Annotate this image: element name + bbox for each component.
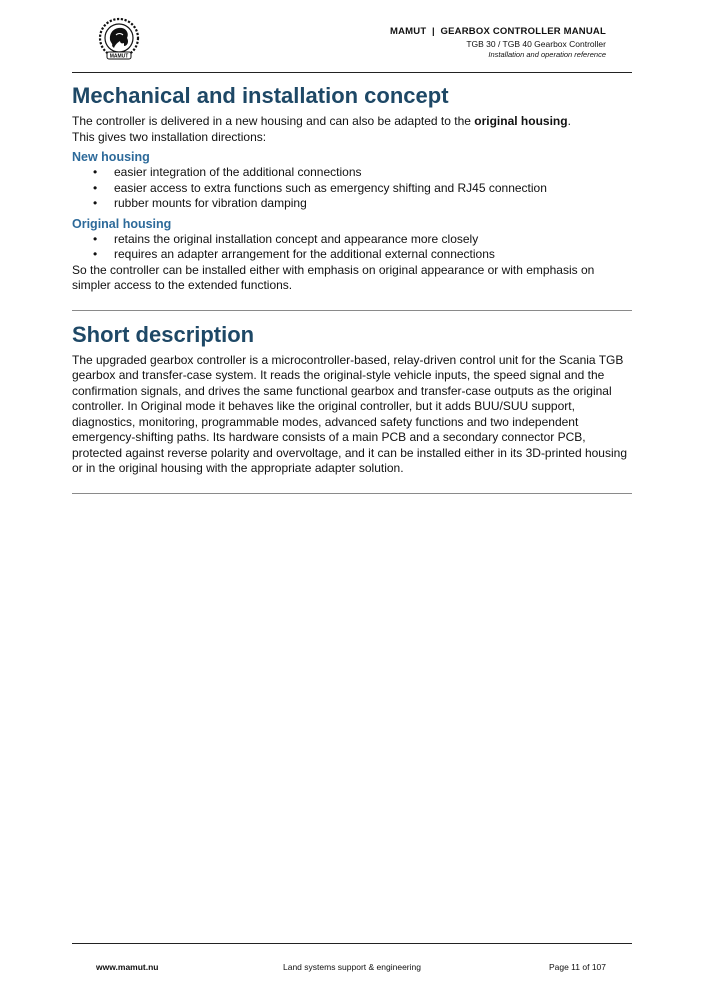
website-link[interactable]: www.mamut.nu [96,962,159,972]
new-housing-heading: New housing [72,150,150,164]
intro-paragraph [72,114,632,130]
manual-title: MAMUT | GEARBOX CONTROLLER MANUAL [389,26,606,37]
page-footer [72,943,632,974]
list-item: • easier access to extra functions such as emergency shifting and RJ45 connection [114,181,632,197]
intro-text-end: . [567,114,571,128]
manual-subtitle: TGB 30 / TGB 40 Gearbox Controller [466,39,606,49]
short-description-paragraph: The upgraded gearbox controller is a microcontroller-based, relay-driven control unit for the Scania TGB gearbox and transfer-case system. It reads the original-style vehicle inputs, the speed signal and the confirmation signals, and drives the same functional gearbox and transfer-case outputs as the original controller. In Original mode it behaves like the original controller, but it adds BUU/SUU support, diagnostics, monitoring, programmable modes, advanced safety functions and two independent emergency-shifting paths. Its hardware consists of a main PCB and a secondary connector PCB, protected against reverse polarity and overvoltage, and it can be installed either in its 3D-printed housing or in the original housing with the appropriate adapter solution. [72,352,627,475]
page-content [72,82,632,494]
intro-line-2: This gives two installation directions: [72,129,267,144]
list-item: • requires an adapter arrangement for the additional external connections [114,247,632,263]
original-housing-list [72,232,632,263]
list-item: • retains the original installation concept and appearance more closely [114,232,632,248]
intro-text: The controller is delivered in a new housing and can also be adapted to the [72,114,475,128]
footer-center-text: Land systems support & engineering [283,962,421,972]
new-housing-list [72,165,632,212]
closing-paragraph: So the controller can be installed either with emphasis on original appearance or with emphasis on simpler access to the extended functions. [72,262,595,292]
section-title-short-description: Short description [72,321,255,347]
logo-text: MAMUT [109,53,129,60]
section-divider [72,310,632,311]
page-number: Page 11 of 107 [548,962,606,972]
section-title-mechanical: Mechanical and installation concept [72,83,449,108]
page-header [72,14,632,73]
manual-sub-subtitle: Installation and operation reference [488,50,606,59]
mamut-logo-icon [94,16,144,62]
list-item: • rubber mounts for vibration damping [114,196,632,212]
original-housing-heading: Original housing [72,216,172,231]
intro-bold-text: original housing [474,114,568,128]
section-divider [72,493,632,494]
list-item: • easier integration of the additional connections [114,165,632,181]
